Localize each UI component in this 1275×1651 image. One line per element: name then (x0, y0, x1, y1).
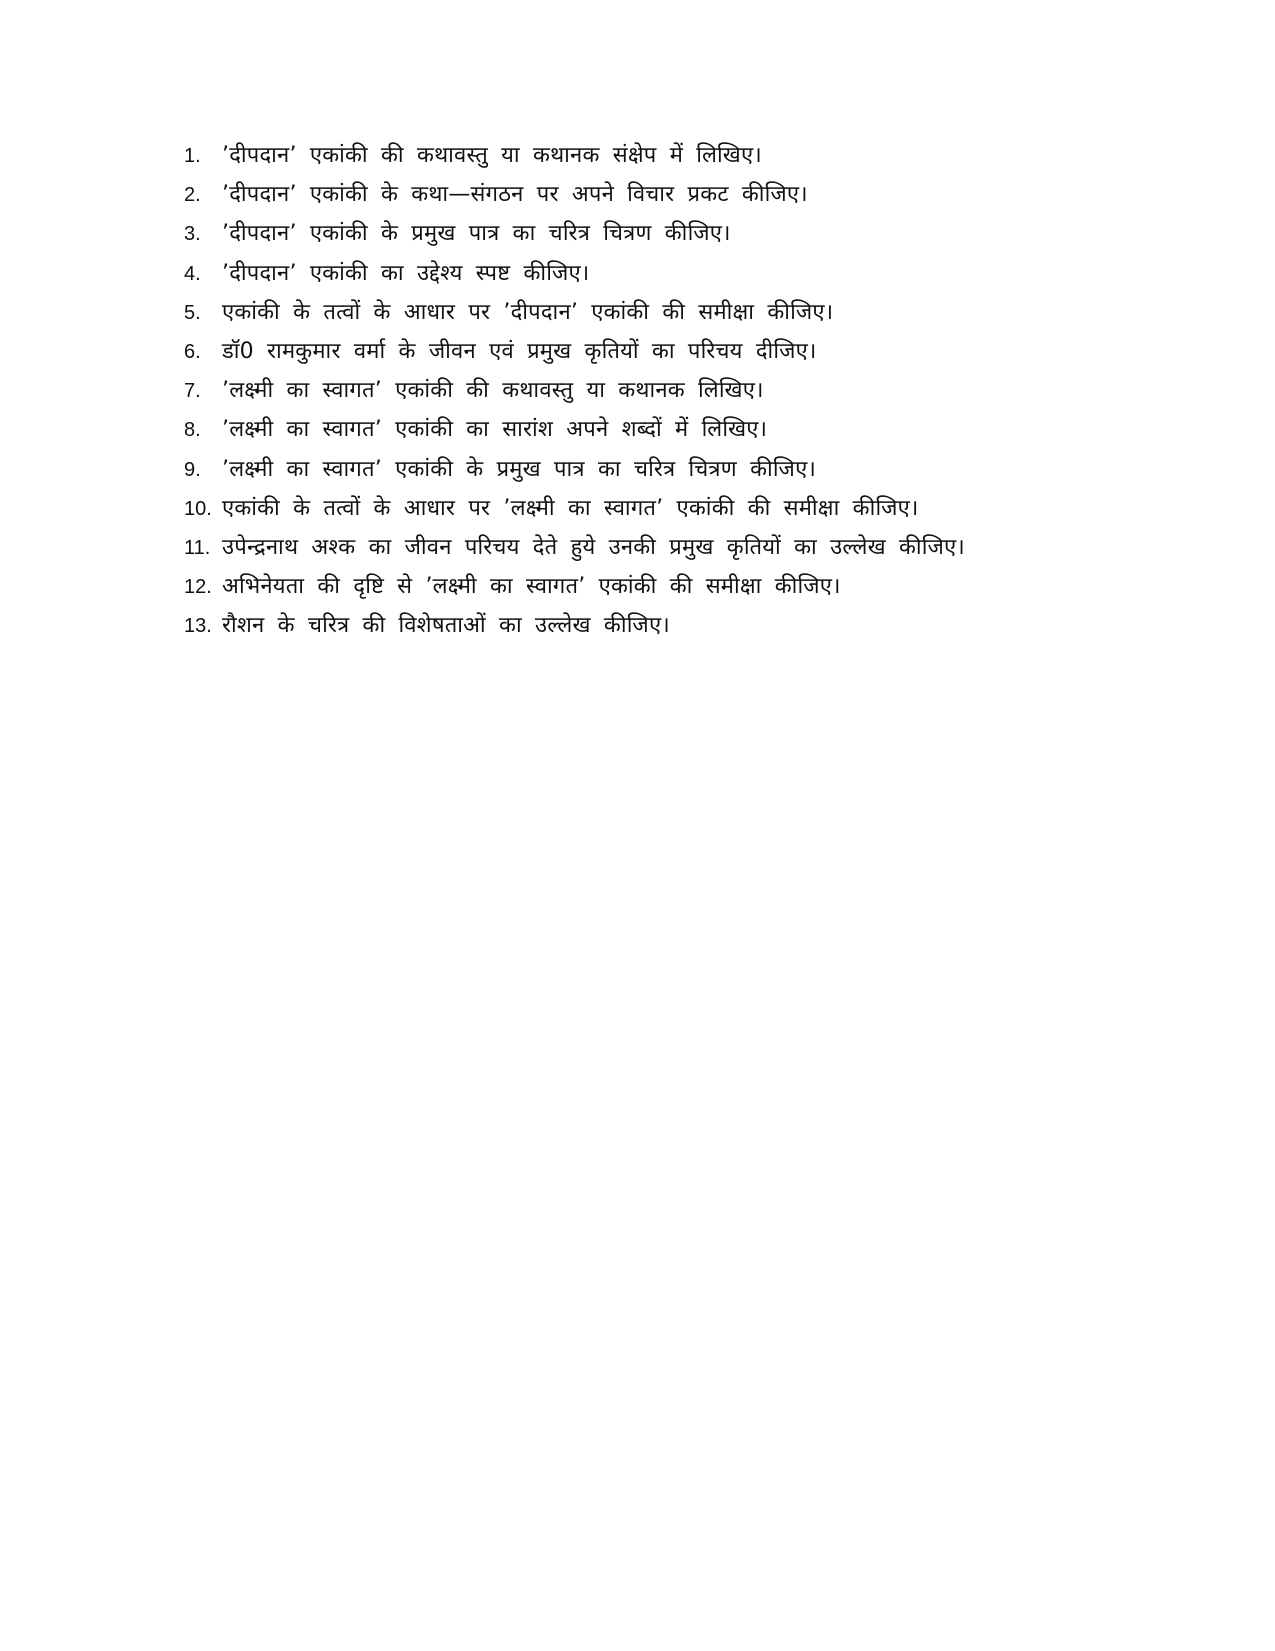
question-text: ’दीपदान’ एकांकी का उद्देश्य स्पष्ट कीजिए। (222, 260, 590, 286)
question-text: ’दीपदान’ एकांकी के प्रमुख पात्र का चरित्र चित्रण कीजिए। (222, 221, 731, 247)
question-item (184, 380, 1224, 419)
question-text: ’दीपदान’ एकांकी की कथावस्तु या कथानक संक्षेप में लिखिए। (222, 143, 762, 168)
question-number: 1. (184, 145, 201, 167)
question-item (184, 419, 1224, 458)
question-text: रौशन के चरित्र की विशेषताओं का उल्लेख कीजिए। (222, 613, 670, 639)
question-number: 6. (184, 340, 201, 363)
question-item (184, 223, 1224, 262)
question-item (184, 338, 1224, 380)
question-item (184, 576, 1224, 615)
question-number: 8. (184, 419, 201, 442)
question-text: एकांकी के तत्वों के आधार पर ’लक्ष्मी का स्वागत’ एकांकी की समीक्षा कीजिए। (222, 495, 919, 521)
question-number: 10. (184, 497, 212, 520)
question-item (184, 615, 1224, 654)
question-text: एकांकी के तत्वों के आधार पर ’दीपदान’ एकांकी की समीक्षा कीजिए। (222, 299, 834, 325)
question-number: 5. (184, 301, 201, 324)
question-item (184, 299, 1224, 341)
question-item (184, 534, 1224, 576)
question-text: अभिनेयता की दृष्टि से ’लक्ष्मी का स्वागत’ एकांकी की समीक्षा कीजिए। (222, 574, 841, 600)
question-item (184, 495, 1224, 537)
question-number: 9. (184, 458, 201, 481)
question-text: ’लक्ष्मी का स्वागत’ एकांकी का सारांश अपने शब्दों में लिखिए। (222, 417, 768, 443)
question-item (184, 456, 1224, 498)
question-number: 3. (184, 223, 201, 246)
question-number: 13. (184, 615, 212, 638)
question-text: उपेन्द्रनाथ अश्क का जीवन परिचय देते हुये उनकी प्रमुख कृतियों का उल्लेख कीजिए। (222, 534, 965, 560)
question-list (184, 145, 1224, 654)
question-text: ’दीपदान’ एकांकी के कथा—संगठन पर अपने विचार प्रकट कीजिए। (222, 182, 808, 208)
question-number: 11. (184, 536, 211, 559)
question-number: 4. (184, 262, 201, 285)
question-item (184, 145, 1224, 184)
question-number: 7. (184, 380, 201, 403)
question-number: 2. (184, 184, 201, 207)
question-text: डॉ0 रामकुमार वर्मा के जीवन एवं प्रमुख कृतियों का परिचय दीजिए। (222, 338, 817, 364)
question-item (184, 260, 1224, 302)
question-item (184, 184, 1224, 223)
question-number: 12. (184, 576, 212, 599)
question-text: ’लक्ष्मी का स्वागत’ एकांकी की कथावस्तु या कथानक लिखिए। (222, 378, 764, 404)
question-text: ’लक्ष्मी का स्वागत’ एकांकी के प्रमुख पात्र का चरित्र चित्रण कीजिए। (222, 456, 816, 482)
